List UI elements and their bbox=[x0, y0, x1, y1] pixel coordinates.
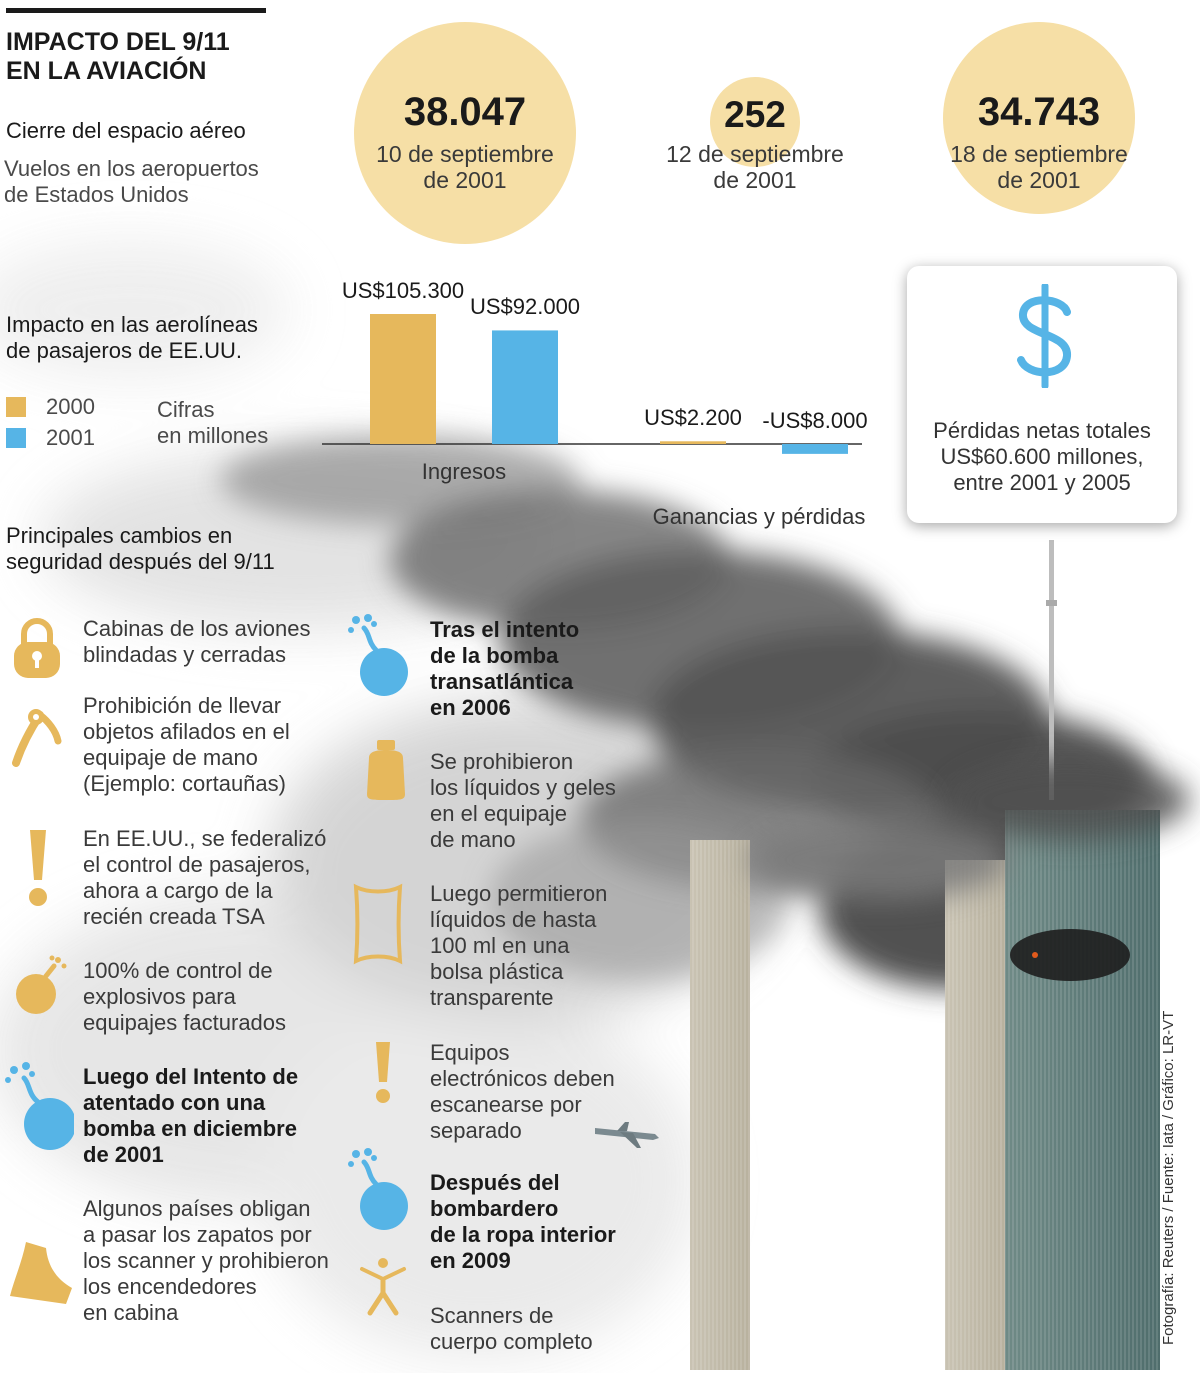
bar-ganancias-2001 bbox=[782, 444, 848, 454]
shoe-icon bbox=[6, 1238, 74, 1308]
nail-clipper-icon bbox=[10, 705, 62, 767]
security-item-text: En EE.UU., se federalizó el control de pasajeros, ahora a cargo de la recién creada TSA bbox=[83, 826, 327, 929]
security-item-text: Luego del Intento de atentado con una bomba en diciembre de 2001 bbox=[83, 1064, 299, 1167]
airspace-subheading: Vuelos en los aeropuertos de Estados Unidos bbox=[4, 156, 259, 207]
bomb-icon bbox=[348, 614, 408, 698]
losses-text: Pérdidas netas totales US$60.600 millones, entre 2001 y 2005 bbox=[933, 418, 1151, 495]
bar-ganancias-2000 bbox=[660, 441, 726, 444]
bomb-icon bbox=[348, 1148, 408, 1232]
legend-label-2001: 2001 bbox=[46, 425, 95, 450]
legend-label-2000: 2000 bbox=[46, 394, 95, 419]
units-note: Cifras en millones bbox=[157, 397, 269, 448]
page-title: IMPACTO DEL 9/11 EN LA AVIACIÓN bbox=[6, 28, 230, 85]
bomb-icon bbox=[4, 1062, 74, 1152]
bubble-date-sep-12: 12 de septiembre de 2001 bbox=[666, 141, 844, 193]
airspace-heading: Cierre del espacio aéreo bbox=[6, 118, 246, 143]
security-item-text: Luego permitieron líquidos de hasta 100 ml en una bolsa plástica transparente bbox=[430, 881, 608, 1010]
security-item-text: Cabinas de los aviones blindadas y cerradas bbox=[83, 616, 311, 667]
exclamation-icon bbox=[374, 1040, 392, 1104]
category-label-ingresos: Ingresos bbox=[421, 459, 507, 484]
bubble-value-sep-12: 252 bbox=[724, 94, 786, 135]
category-label-ganancias: Ganancias y pérdidas bbox=[652, 504, 866, 529]
bar-ingresos-2000 bbox=[370, 314, 436, 444]
security-item-text: Algunos países obligan a pasar los zapatos por los scanner y prohibieron los encendedores en cabina bbox=[83, 1196, 329, 1325]
bar-label-ganancias-2001: -US$8.000 bbox=[762, 408, 868, 433]
plastic-bag-icon bbox=[350, 883, 406, 965]
airlines-heading: Impacto en las aerolíneas de pasajeros de EE.UU. bbox=[6, 312, 258, 363]
bubble-date-sep-10: 10 de septiembre de 2001 bbox=[376, 141, 554, 193]
dollar-icon bbox=[1015, 284, 1075, 388]
bar-label-ganancias-2000: US$2.200 bbox=[644, 405, 742, 431]
security-item-text: Equipos electrónicos deben escanearse por separado bbox=[430, 1040, 615, 1143]
photo-credit: Fotografía: Reuters / Fuente: Iata / Gráfico: LR-VT bbox=[1160, 1010, 1177, 1345]
bubble-date-sep-18: 18 de septiembre de 2001 bbox=[950, 141, 1128, 193]
security-heading: Principales cambios en seguridad después del 9/11 bbox=[6, 523, 275, 574]
bar-ingresos-2001 bbox=[492, 330, 558, 444]
bar-label-ingresos-2001: US$92.000 bbox=[469, 294, 581, 320]
bubble-value-sep-10: 38.047 bbox=[403, 90, 527, 134]
bottle-icon bbox=[363, 738, 409, 802]
security-item-text: Tras el intento de la bomba transatlántica en 2006 bbox=[430, 617, 580, 720]
bubble-value-sep-18: 34.743 bbox=[977, 90, 1101, 134]
security-item-text: Se prohibieron los líquidos y geles en el equipaje de mano bbox=[430, 749, 616, 852]
security-item-text: Después del bombardero de la ropa interior en 2009 bbox=[430, 1170, 616, 1273]
padlock-icon bbox=[12, 618, 62, 680]
person-scanner-icon bbox=[358, 1255, 408, 1317]
security-item-text: Scanners de cuerpo completo bbox=[430, 1303, 593, 1354]
security-item-text: Prohibición de llevar objetos afilados en el equipaje de mano (Ejemplo: cortauñas) bbox=[83, 693, 290, 796]
bar-label-ingresos-2000: US$105.300 bbox=[341, 278, 465, 303]
losses-card bbox=[907, 266, 1177, 523]
security-item-text: 100% de control de explosivos para equipajes facturados bbox=[83, 958, 287, 1035]
exclamation-icon bbox=[27, 828, 49, 908]
bomb-icon bbox=[14, 954, 70, 1016]
